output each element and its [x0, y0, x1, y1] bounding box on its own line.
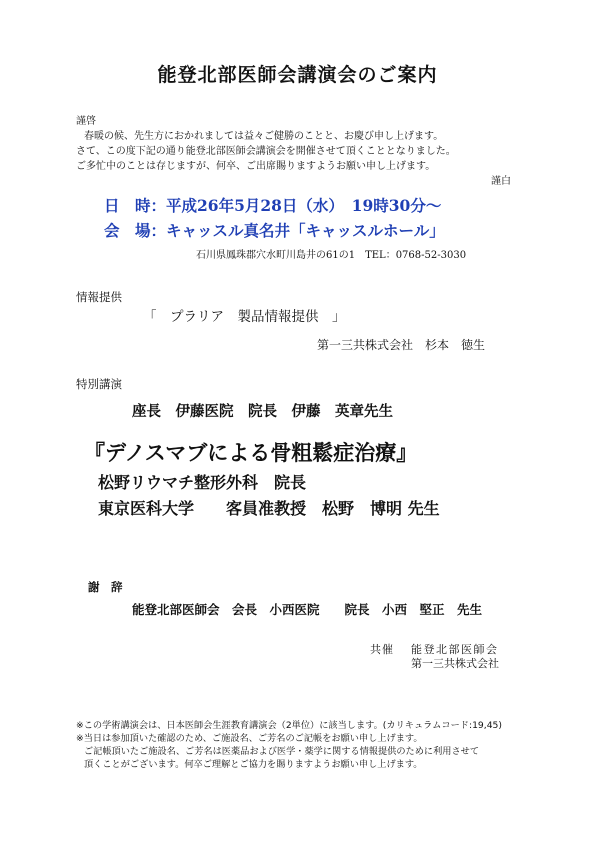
speaker-name: 東京医科大学 客員准教授 松野 博明 先生 [98, 499, 440, 518]
greeting-line: ご多忙中のことは存じますが、何卒、ご出席賜りますようお願い申し上げます。 [76, 161, 436, 172]
greeting-line: 春暖の候、先生方におかれましては益々ご健勝のことと、お慶び申し上げます。 [84, 131, 444, 142]
info-presenter: 第一三共株式会社 杉本 徳生 [317, 338, 486, 352]
info-heading: 情報提供 [76, 290, 122, 304]
info-product: 「 プラリア 製品情報提供 」 [143, 309, 346, 325]
lecture-heading: 特別講演 [76, 377, 122, 391]
lecture-chair: 座長 伊藤医院 院長 伊藤 英章先生 [132, 403, 393, 420]
cohost-org: 第一三共株式会社 [411, 657, 499, 670]
event-address: 石川県鳳珠郡穴水町川島井の61の1 TEL：0768-52-3030 [196, 250, 467, 261]
greeting-opening: 謹啓 [76, 116, 96, 127]
page-title: 能登北部医師会講演会のご案内 [157, 64, 438, 86]
greeting-line: さて、この度下記の通り能登北部医師会講演会を開催させて頂くこととなりました。 [76, 146, 456, 157]
cohost-org: 能登北部医師会 [411, 643, 499, 656]
thanks-line: 能登北部医師会 会長 小西医院 院長 小西 堅正 先生 [132, 602, 483, 617]
footnote: 頂くことがございます。何卒ご理解とご協力を賜りますようお願い申し上げます。 [84, 759, 423, 770]
event-date: 日 時：平成26年5月28日（水） 19時30分～ [104, 196, 442, 215]
speaker-affiliation: 松野リウマチ整形外科 院長 [98, 473, 307, 492]
footnote: ※当日は参加頂いた確認のため、ご施設名、ご芳名のご記帳をお願い申し上げます。 [76, 733, 423, 744]
cohost-label: 共催 [370, 643, 394, 656]
event-venue: 会 場：キャッスル真名井「キャッスルホール」 [104, 221, 445, 240]
footnote: ※この学術講演会は、日本医師会生涯教育講演会（2単位）に該当します。(カリキュラムコード:19,45) [76, 720, 502, 731]
thanks-heading: 謝 辞 [88, 580, 123, 594]
greeting-closing: 謹白 [491, 176, 511, 187]
footnote: ご記帳頂いたご施設名、ご芳名は医薬品および医学・薬学に関する情報提供のために利用させて [84, 746, 480, 757]
lecture-topic: 『デノスマブによる骨粗鬆症治療』 [84, 440, 418, 465]
